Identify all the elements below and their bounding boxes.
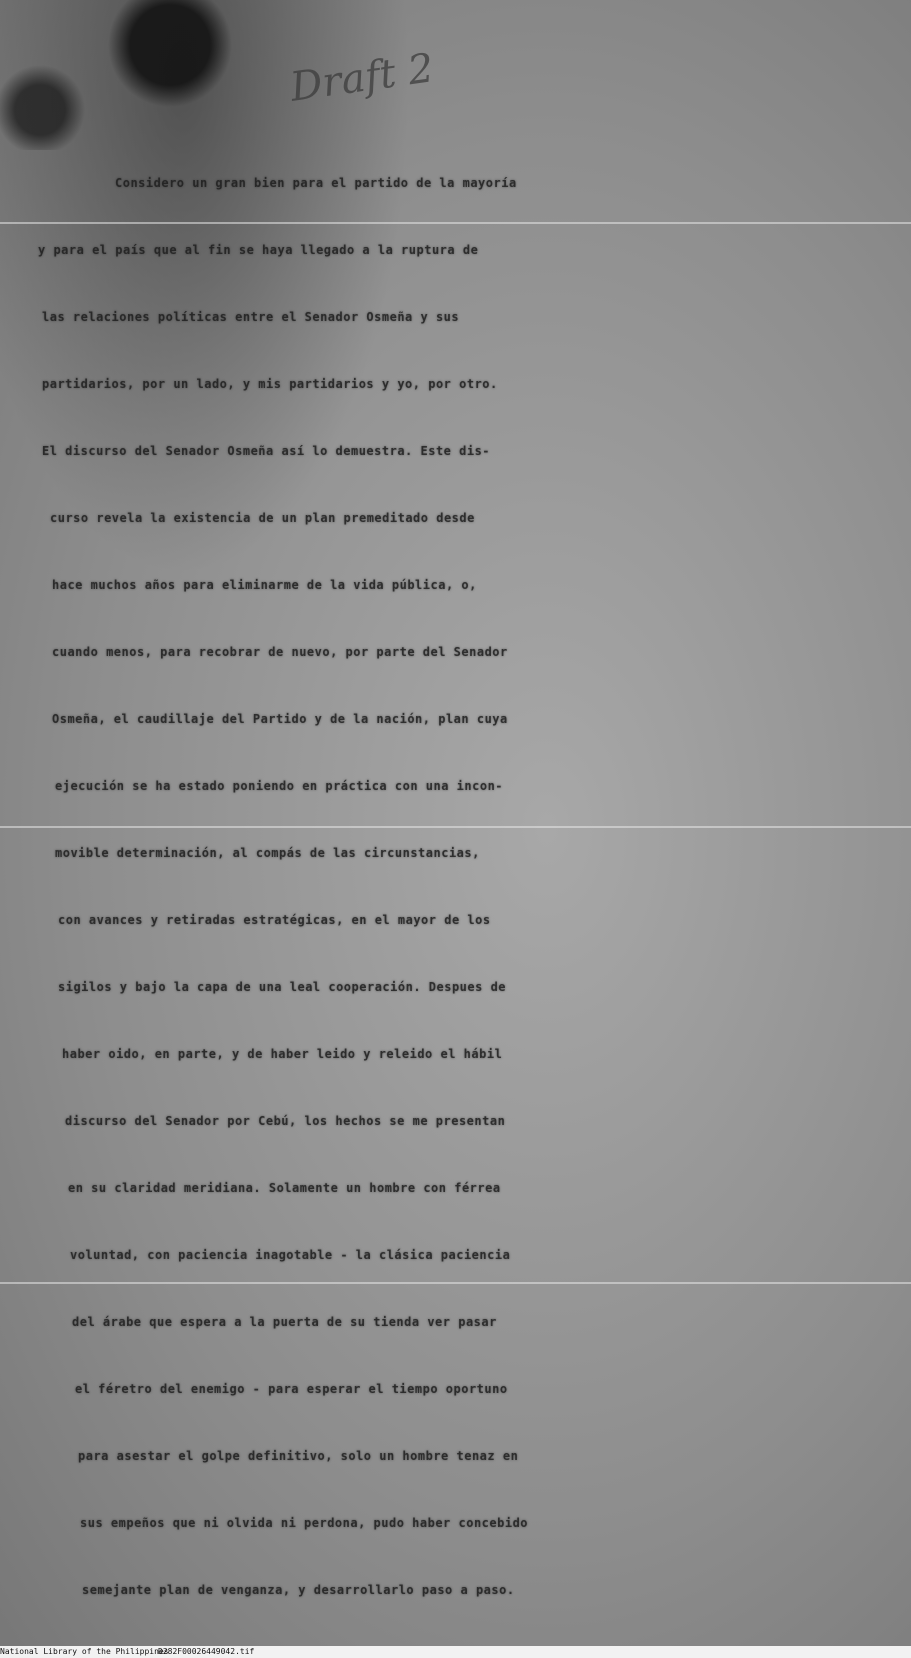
text-line: para asestar el golpe definitivo, solo un hombre tenaz en [78, 1449, 519, 1463]
handwritten-annotation: Draft 2 [287, 45, 437, 111]
text-line: El discurso del Senador Osmeña así lo demuestra. Este dis- [42, 444, 491, 458]
footer-filename: D282F00026449042.tif [158, 1647, 255, 1656]
text-line: ejecución se ha estado poniendo en práctica con una incon- [55, 779, 504, 793]
footer-institution: National Library of the Philippines [0, 1647, 169, 1656]
text-line: sus empeños que ni olvida ni perdona, pudo haber concebido [80, 1516, 529, 1530]
text-line: cuando menos, para recobrar de nuevo, por parte del Senador [52, 645, 508, 659]
text-line: partidarios, por un lado, y mis partidarios y yo, por otro. [42, 377, 498, 391]
text-line: discurso del Senador por Cebú, los hechos se me presentan [65, 1114, 506, 1128]
text-line: y para el país que al fin se haya llegado a la ruptura de [38, 243, 479, 257]
text-line: semejante plan de venganza, y desarrollarlo paso a paso. [82, 1583, 515, 1597]
text-line: del árabe que espera a la puerta de su tienda ver pasar [72, 1315, 497, 1329]
text-line: en su claridad meridiana. Solamente un hombre con férrea [68, 1181, 501, 1195]
text-line: las relaciones políticas entre el Senador Osmeña y sus [42, 310, 460, 324]
archive-footer [0, 1646, 911, 1658]
text-line: el féretro del enemigo - para esperar el tiempo oportuno [75, 1382, 508, 1396]
text-line: Osmeña, el caudillaje del Partido y de la nación, plan cuya [52, 712, 508, 726]
text-line: con avances y retiradas estratégicas, en el mayor de los [58, 913, 491, 927]
text-line: movible determinación, al compás de las circunstancias, [55, 846, 480, 860]
text-line: Considero un gran bien para el partido de la mayoría [115, 176, 517, 190]
text-line: curso revela la existencia de un plan premeditado desde [50, 511, 475, 525]
text-line: hace muchos años para eliminarme de la vida pública, o, [52, 578, 477, 592]
text-line: sigilos y bajo la capa de una leal cooperación. Despues de [58, 980, 507, 994]
text-line: voluntad, con paciencia inagotable - la clásica paciencia [70, 1248, 511, 1262]
text-line: haber oido, en parte, y de haber leido y releido el hábil [62, 1047, 503, 1061]
